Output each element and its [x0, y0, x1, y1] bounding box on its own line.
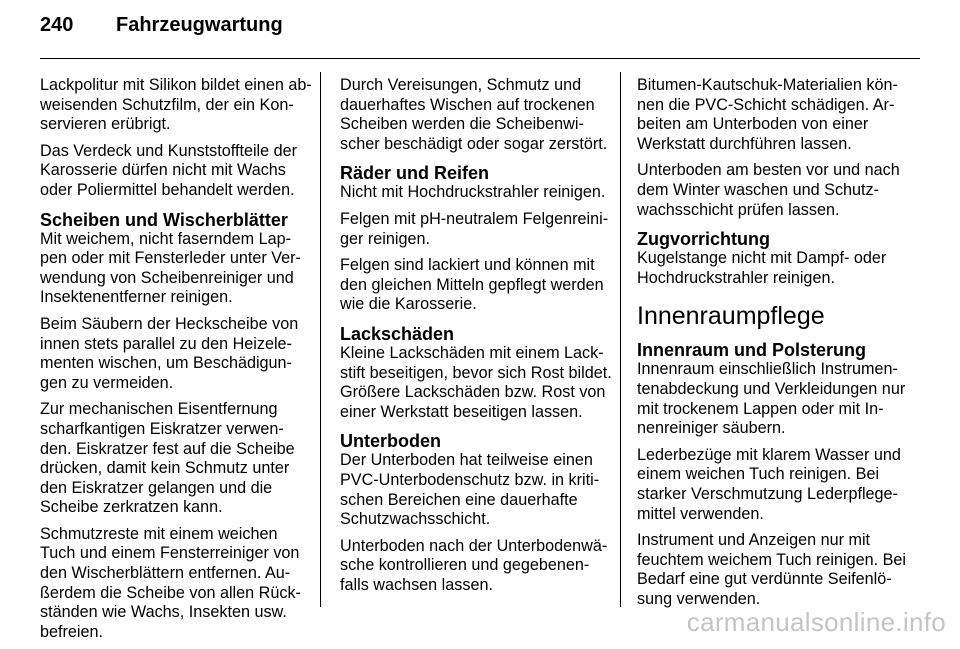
text-line: feuchtem weichem Tuch reinigen. Bei [637, 550, 907, 569]
text-line: wie die Karosserie. [340, 295, 477, 314]
paragraph [340, 210, 610, 249]
text-line: Unterboden [340, 431, 441, 452]
text-line: Scheiben werden die Scheibenwi- [340, 115, 584, 134]
paragraph [340, 344, 610, 422]
text-line: Größere Lackschäden bzw. Rost von [340, 383, 606, 402]
text-line: Felgen sind lackiert und können mit [340, 256, 595, 275]
text-line: ständen wie Wachs, Insekten usw. [40, 603, 287, 622]
text-line: Hochdruckstrahler reinigen. [637, 268, 835, 287]
text-line: den gleichen Mitteln gepflegt werden [340, 275, 604, 294]
subsection-heading [340, 431, 610, 451]
paragraph [40, 315, 312, 393]
paragraph [340, 183, 610, 203]
column-divider-2 [620, 72, 621, 607]
text-column-1 [40, 76, 312, 649]
text-column-2 [340, 76, 610, 602]
header-rule [40, 58, 920, 59]
paragraph [637, 249, 905, 288]
text-line: Der Unterboden hat teilweise einen [340, 451, 593, 470]
text-line: Schutzwachsschicht. [340, 510, 491, 529]
text-line: Zugvorrichtung [637, 229, 770, 250]
text-line: einem weichen Tuch reinigen. Bei [637, 465, 880, 484]
text-line: gen zu vermeiden. [40, 373, 174, 392]
text-line: Tuch und einem Fensterreiniger von [40, 544, 300, 563]
text-line: menten wischen, um Beschädigun- [40, 354, 292, 373]
text-line: Instrument und Anzeigen nur mit [637, 531, 871, 550]
subsection-heading [637, 340, 905, 360]
text-line: Innenraum einschließlich Instrumen- [637, 360, 898, 379]
text-line: PVC-Unterbodenschutz bzw. in kriti- [340, 470, 600, 489]
paragraph [637, 161, 905, 220]
paragraph [40, 400, 312, 518]
text-line: dauerhaftes Wischen auf trockenen [340, 95, 595, 114]
text-line: schen Bereichen eine dauerhafte [340, 490, 578, 509]
text-line: oder Poliermittel behandelt werden. [40, 180, 295, 199]
text-line: Karosserie dürfen nicht mit Wachs [40, 161, 286, 180]
text-line: Zur mechanischen Eisentfernung [40, 400, 278, 419]
text-line: scher beschädigt oder sogar zerstört. [340, 134, 608, 153]
paragraph [340, 76, 610, 154]
paragraph [637, 360, 905, 438]
watermark: carmanualsonline.info [686, 607, 946, 637]
paragraph [40, 230, 312, 308]
text-line: Schmutzreste mit einem weichen [40, 524, 278, 543]
page-number: 240 [40, 14, 74, 36]
text-line: Kleine Lackschäden mit einem Lack- [340, 343, 604, 362]
text-line: beiten am Unterboden von einer [637, 115, 869, 134]
text-line: Innenraum und Polsterung [637, 340, 867, 361]
text-line: falls wachsen lassen. [340, 575, 493, 594]
text-line: Felgen mit pH-neutralem Felgenreini- [340, 209, 609, 228]
text-line: innen stets parallel zu den Heizele- [40, 334, 292, 353]
text-line: sung verwenden. [637, 589, 761, 608]
section-heading [637, 302, 905, 330]
text-line: Räder und Reifen [340, 163, 490, 184]
text-line: drücken, damit kein Schmutz unter [40, 459, 290, 478]
paragraph [40, 142, 312, 201]
text-line: Das Verdeck und Kunststoffteile der [40, 141, 298, 160]
text-line: Beim Säubern der Heckscheibe von [40, 314, 299, 333]
text-line: weisenden Schutzfilm, der ein Kon- [40, 95, 294, 114]
subsection-heading [40, 210, 312, 230]
text-line: Nicht mit Hochdruckstrahler reinigen. [340, 183, 606, 202]
subsection-heading [637, 229, 905, 249]
text-line: Lederbezüge mit klarem Wasser und [637, 445, 901, 464]
paragraph [340, 451, 610, 529]
paragraph [40, 525, 312, 643]
text-line: nen die PVC-Schicht schädigen. Ar- [637, 95, 895, 114]
text-line: sche kontrollieren und gegebenen- [340, 556, 590, 575]
page-header [40, 14, 283, 44]
text-line: servieren erübrigt. [40, 115, 171, 134]
text-line: Unterboden nach der Unterbodenwä- [340, 536, 608, 555]
text-column-3 [637, 76, 905, 616]
text-line: ßerdem die Scheibe von allen Rück- [40, 583, 301, 602]
text-line: Bedarf eine gut verdünnte Seifenlö- [637, 570, 892, 589]
paragraph [340, 256, 610, 315]
text-line: tenabdeckung und Verkleidungen nur [637, 379, 906, 398]
text-line: wendung von Scheibenreiniger und [40, 268, 294, 287]
text-line: einer Werkstatt beseitigen lassen. [340, 402, 583, 421]
text-line: Lackpolitur mit Silikon bildet einen ab- [40, 76, 312, 94]
paragraph [637, 531, 905, 609]
text-line: starker Verschmutzung Lederpflege- [637, 484, 898, 503]
text-line: Mit weichem, nicht faserndem Lap- [40, 229, 292, 248]
text-line: den Wischerblättern entfernen. Au- [40, 564, 291, 583]
text-line: Durch Vereisungen, Schmutz und [340, 76, 582, 94]
text-line: Lackschäden [340, 323, 455, 344]
text-line: Scheiben und Wischerblätter [40, 209, 288, 230]
column-divider-1 [320, 72, 321, 607]
text-line: befreien. [40, 622, 103, 641]
paragraph [40, 76, 312, 135]
text-line: Innenraumpflege [637, 302, 825, 331]
text-line: scharfkantigen Eiskratzer verwen- [40, 419, 284, 438]
text-line: stift beseitigen, bevor sich Rost bildet. [340, 363, 612, 382]
paragraph [637, 446, 905, 524]
text-line: Unterboden am besten vor und nach [637, 161, 900, 180]
text-line: Scheibe zerkratzen kann. [40, 498, 223, 517]
text-line: nenreiniger säubern. [637, 419, 786, 438]
subsection-heading [340, 163, 610, 183]
text-line: ger reinigen. [340, 229, 430, 248]
text-line: pen oder mit Fensterleder unter Ver- [40, 249, 301, 268]
paragraph [340, 537, 610, 596]
text-line: Bitumen-Kautschuk-Materialien kön- [637, 76, 898, 94]
subsection-heading [340, 324, 610, 344]
text-line: Kugelstange nicht mit Dampf- oder [637, 249, 887, 268]
paragraph [637, 76, 905, 154]
text-line: Werkstatt durchführen lassen. [637, 134, 852, 153]
text-line: wachsschicht prüfen lassen. [637, 200, 840, 219]
text-line: den. Eiskratzer fest auf die Scheibe [40, 439, 295, 458]
text-line: den Eiskratzer gelangen und die [40, 478, 273, 497]
text-line: dem Winter waschen und Schutz- [637, 180, 880, 199]
chapter-title: Fahrzeugwartung [116, 14, 283, 36]
text-line: mittel verwenden. [637, 504, 764, 523]
text-line: mit trockenem Lappen oder mit In- [637, 399, 884, 418]
text-line: Insektenentferner reinigen. [40, 288, 233, 307]
